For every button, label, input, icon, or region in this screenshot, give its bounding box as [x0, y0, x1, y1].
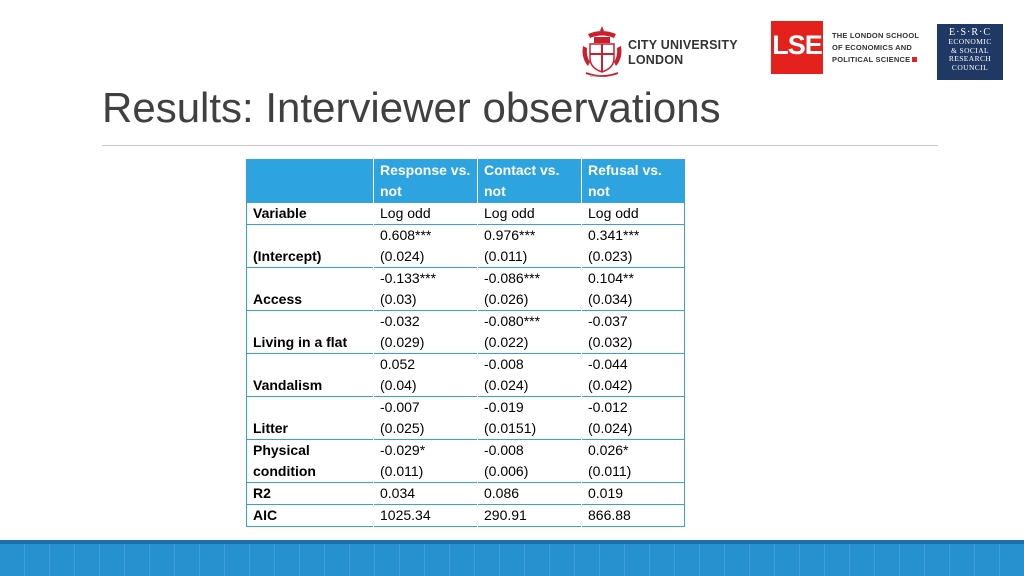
std-error: (0.011) [484, 248, 528, 264]
cell [374, 397, 478, 440]
estimate: -0.032 [380, 313, 420, 329]
cell [582, 354, 685, 397]
table-row [247, 354, 685, 397]
row-label: Litter [253, 420, 288, 436]
table-row [247, 268, 685, 311]
city-crest-icon [580, 24, 624, 80]
cell: 866.88 [582, 505, 685, 527]
cell [582, 397, 685, 440]
std-error: (0.024) [380, 248, 425, 264]
esrc-line: & SOCIAL [951, 45, 989, 55]
esrc-line: RESEARCH [948, 54, 992, 64]
table-row [247, 225, 685, 268]
cell [478, 397, 582, 440]
row-label: Access [253, 291, 303, 307]
subheader-variable: Variable [247, 203, 374, 225]
lse-wordmark [832, 30, 919, 66]
std-error: (0.029) [380, 334, 425, 350]
esrc-line: ECONOMIC [948, 37, 992, 46]
cell [582, 225, 685, 268]
estimate: 0.026* [588, 442, 629, 458]
table-subheader-row [247, 203, 685, 225]
header-contact: Contact vs. not [478, 160, 582, 203]
std-error: (0.024) [484, 377, 529, 393]
cell [478, 311, 582, 354]
std-error: (0.025) [380, 420, 425, 436]
lse-logo [771, 21, 823, 74]
std-error: (0.006) [484, 463, 529, 479]
estimate: 0.976*** [484, 227, 536, 243]
esrc-top: E·S·R·C [949, 27, 991, 38]
estimate: -0.133*** [380, 270, 437, 286]
cell [374, 225, 478, 268]
std-error: (0.032) [588, 334, 633, 350]
row-label: Vandalism [253, 377, 323, 393]
lse-line1: THE LONDON SCHOOL [832, 31, 920, 40]
city-logo-line1: CITY UNIVERSITY [628, 38, 738, 52]
cell: 290.91 [478, 505, 582, 527]
cell [374, 268, 478, 311]
esrc-logo [937, 24, 1003, 80]
std-error: (0.042) [588, 377, 633, 393]
table-row [247, 397, 685, 440]
slide-title: Results: Interviewer observations [102, 84, 721, 131]
row-label: (Intercept) [253, 248, 322, 264]
table-row [247, 440, 685, 483]
table-row [247, 311, 685, 354]
row-label-line1: Physical [253, 442, 310, 458]
cell [582, 440, 685, 483]
estimate: -0.008 [484, 356, 524, 372]
lse-line3: POLITICAL SCIENCE [832, 55, 911, 64]
lse-square-icon [912, 57, 917, 62]
row-label: Living in a flat [253, 334, 348, 350]
lse-mark: LSE [772, 30, 822, 60]
std-error: (0.03) [380, 291, 417, 307]
footer-band [0, 540, 1024, 576]
std-error: (0.011) [380, 463, 424, 479]
row-label [247, 440, 374, 483]
cell [478, 440, 582, 483]
results-table [246, 159, 685, 527]
subheader-logodd: Log odd [374, 203, 478, 225]
subheader-logodd: Log odd [582, 203, 685, 225]
footer-pattern [0, 544, 1024, 576]
cell [478, 354, 582, 397]
city-university-logo [580, 24, 770, 80]
estimate: 0.104** [588, 270, 634, 286]
cell [374, 440, 478, 483]
estimate: -0.037 [588, 313, 628, 329]
cell [374, 354, 478, 397]
estimate: -0.012 [588, 399, 628, 415]
cell: 1025.34 [374, 505, 478, 527]
header-response: Response vs. not [374, 160, 478, 203]
cell [478, 225, 582, 268]
cell: 0.019 [582, 483, 685, 505]
cell [582, 311, 685, 354]
std-error: (0.023) [588, 248, 633, 264]
std-error: (0.022) [484, 334, 529, 350]
cell: 0.086 [478, 483, 582, 505]
lse-line2: OF ECONOMICS AND [832, 43, 913, 52]
estimate: -0.019 [484, 399, 524, 415]
std-error: (0.026) [484, 291, 529, 307]
esrc-line: COUNCIL [951, 62, 989, 72]
table-header-row [247, 160, 685, 203]
header-blank-cell [247, 160, 374, 203]
std-error: (0.011) [588, 463, 632, 479]
cell: 0.034 [374, 483, 478, 505]
row-label-line2: condition [253, 463, 316, 479]
estimate: 0.052 [380, 356, 416, 372]
std-error: (0.04) [380, 377, 417, 393]
header-refusal: Refusal vs. not [582, 160, 685, 203]
estimate: -0.044 [588, 356, 628, 372]
estimate: 0.608*** [380, 227, 432, 243]
city-est-label: EST 1894 [590, 74, 604, 78]
estimate: -0.086*** [484, 270, 541, 286]
estimate: 0.341*** [588, 227, 640, 243]
table-row-r2 [247, 483, 685, 505]
estimate: -0.080*** [484, 313, 541, 329]
city-logo-line2: LONDON [628, 53, 684, 67]
std-error: (0.0151) [484, 420, 537, 436]
row-label: R2 [253, 485, 271, 501]
std-error: (0.034) [588, 291, 633, 307]
row-label: AIC [253, 507, 278, 523]
std-error: (0.024) [588, 420, 633, 436]
cell [478, 268, 582, 311]
estimate: -0.007 [380, 399, 420, 415]
cell [374, 311, 478, 354]
title-divider [102, 145, 938, 146]
table-row-aic [247, 505, 685, 527]
estimate: -0.008 [484, 442, 524, 458]
cell [582, 268, 685, 311]
subheader-logodd: Log odd [478, 203, 582, 225]
estimate: -0.029* [380, 442, 426, 458]
